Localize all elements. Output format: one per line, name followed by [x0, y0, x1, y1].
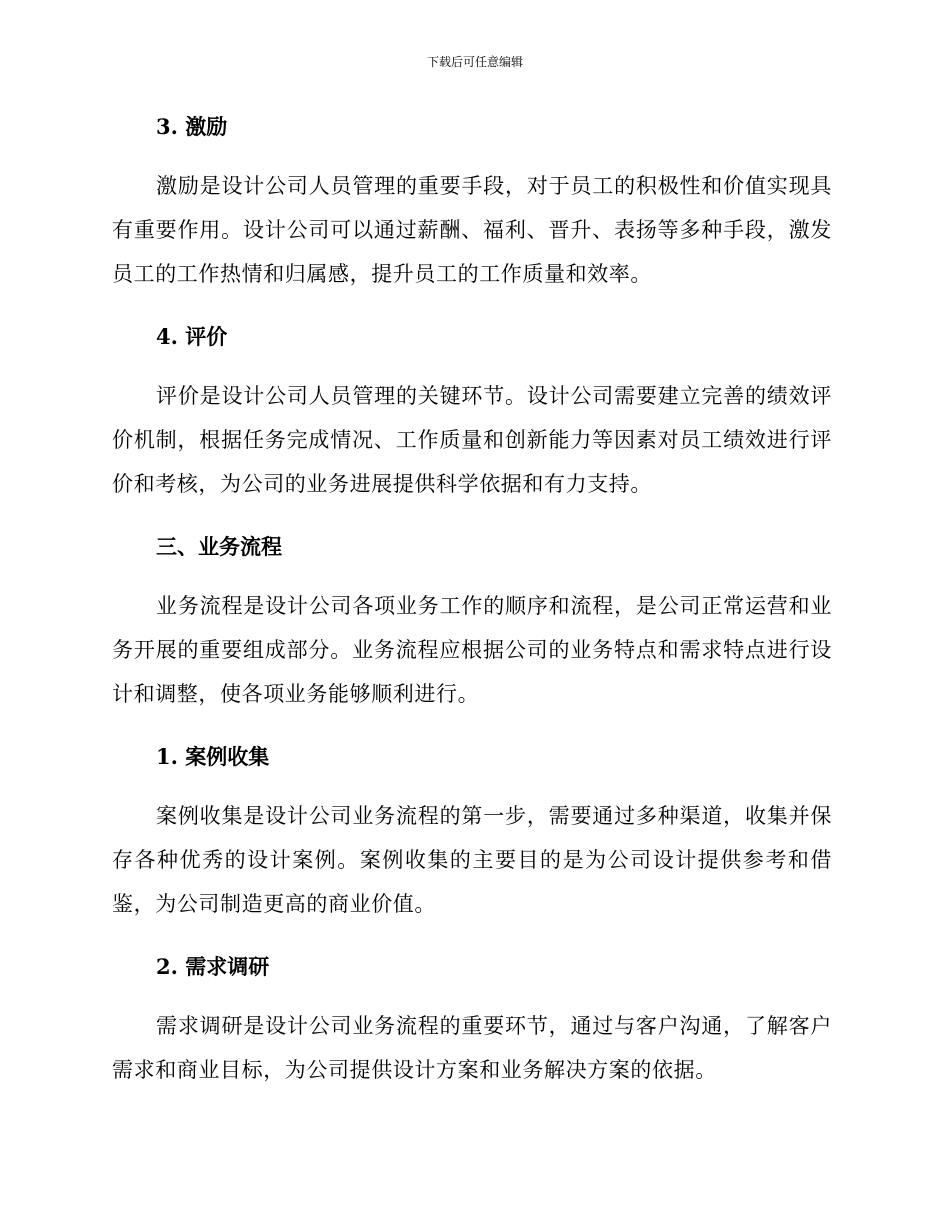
section-paragraph-business-process: 业务流程是设计公司各项业务工作的顺序和流程，是公司正常运营和业务开展的重要组成部分。业务流程应根据公司的业务特点和需求特点进行设计和调整，使各项业务能够顺利进行。	[112, 594, 832, 706]
section-heading-incentive: 3. 激励	[156, 114, 228, 139]
spacer	[112, 358, 832, 374]
spacer	[112, 778, 832, 794]
section-heading-business-process: 三、业务流程	[156, 534, 282, 559]
section-heading-requirements-research: 2. 需求调研	[156, 954, 270, 979]
section-paragraph-incentive: 激励是设计公司人员管理的重要手段，对于员工的积极性和价值实现具有重要作用。设计公司可以通过薪酬、福利、晋升、表扬等多种手段，激发员工的工作热情和归属感，提升员工的工作质量和效率。	[112, 174, 832, 286]
section-paragraph-requirements-research: 需求调研是设计公司业务流程的重要环节，通过与客户沟通，了解客户需求和商业目标，为公司提供设计方案和业务解决方案的依据。	[112, 1014, 832, 1082]
document-body	[112, 106, 832, 1112]
section-heading-case-collection: 1. 案例收集	[156, 744, 270, 769]
section-paragraph-case-collection: 案例收集是设计公司业务流程的第一步，需要通过多种渠道，收集并保存各种优秀的设计案例。案例收集的主要目的是为公司设计提供参考和借鉴，为公司制造更高的商业价值。	[112, 804, 832, 916]
spacer	[112, 568, 832, 584]
spacer	[112, 148, 832, 164]
spacer	[112, 988, 832, 1004]
section-paragraph-evaluation: 评价是设计公司人员管理的关键环节。设计公司需要建立完善的绩效评价机制，根据任务完成情况、工作质量和创新能力等因素对员工绩效进行评价和考核，为公司的业务进展提供科学依据和有力支持。	[112, 384, 832, 496]
page-header: 下载后可任意编辑	[426, 55, 523, 69]
section-heading-evaluation: 4. 评价	[156, 324, 228, 349]
